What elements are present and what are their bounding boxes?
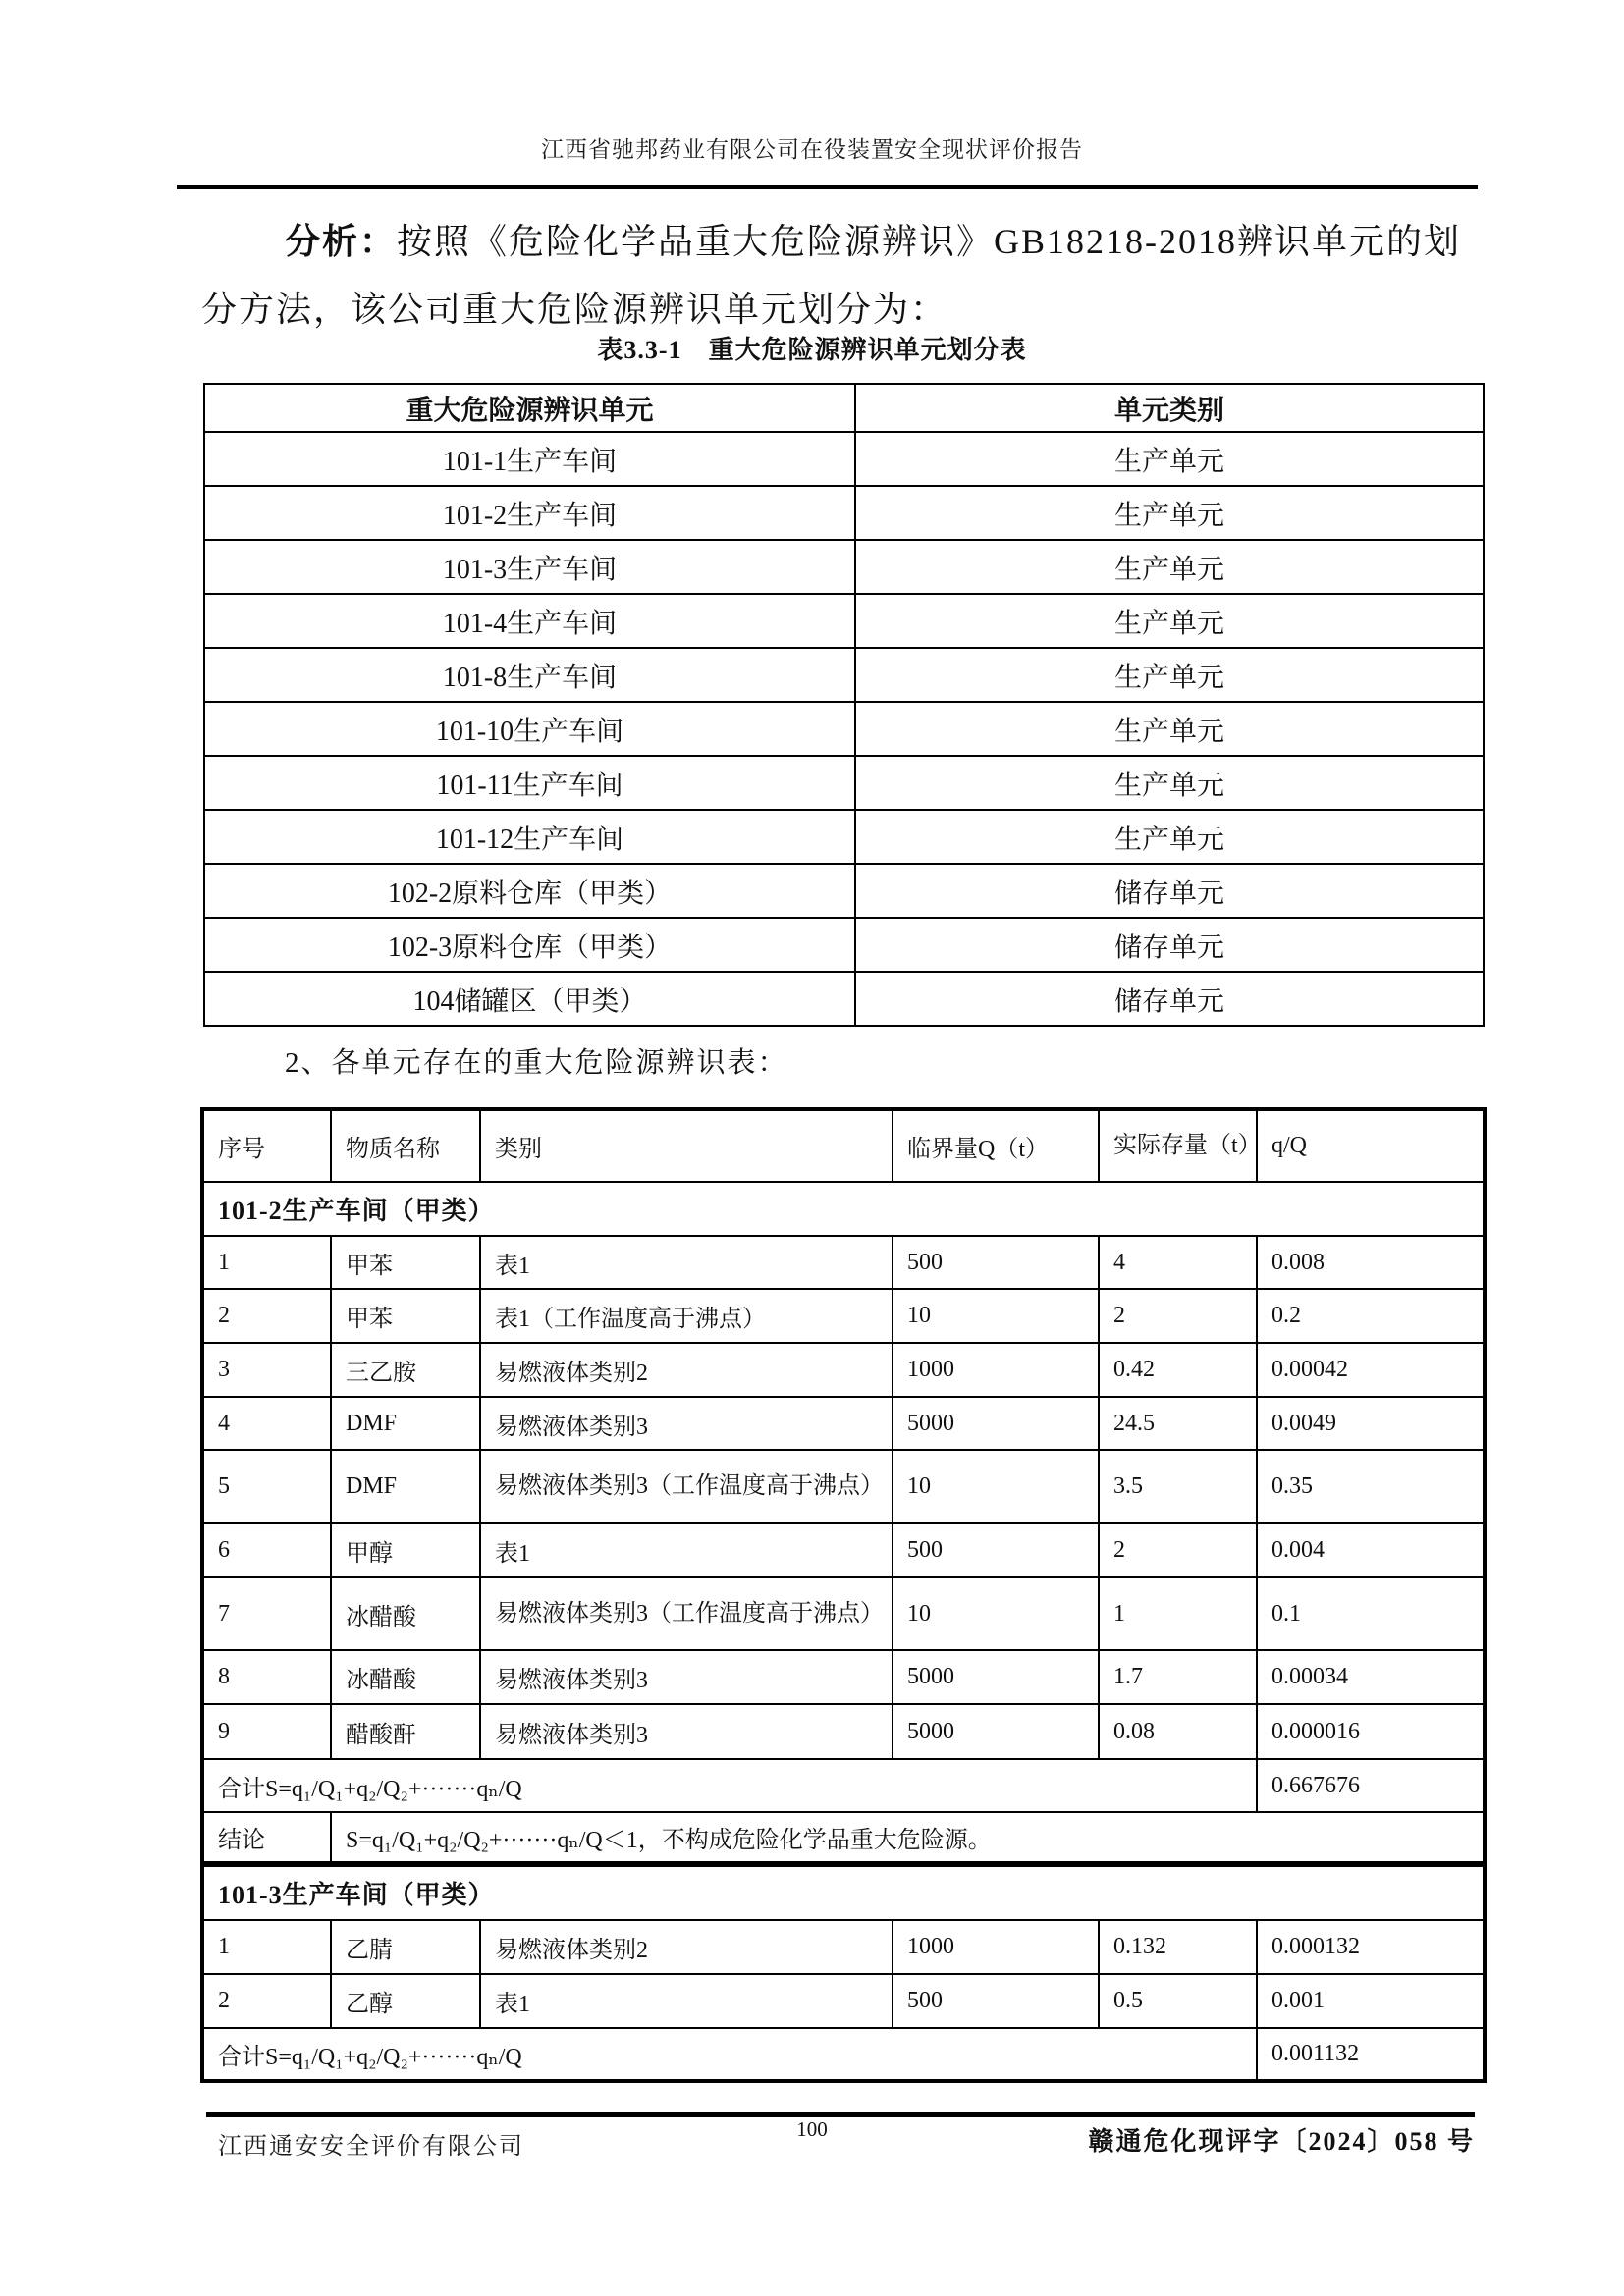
table-row bbox=[204, 486, 1484, 540]
substance-cell: 冰醋酸 bbox=[331, 1650, 480, 1704]
total-formula: 合计S=q₁/Q₁+q₂/Q₂+·······qₙ/Q bbox=[202, 2028, 1257, 2081]
table-row bbox=[202, 1236, 1485, 1289]
report-header-title: 江西省驰邦药业有限公司在役装置安全现状评价报告 bbox=[541, 137, 1083, 162]
qQ-cell: 0.001 bbox=[1257, 1974, 1485, 2028]
actual-qty-cell: 2 bbox=[1099, 1289, 1257, 1343]
conclusion-row bbox=[202, 1812, 1485, 1864]
qQ-cell: 0.00042 bbox=[1257, 1343, 1485, 1397]
actual-qty-cell: 1 bbox=[1099, 1577, 1257, 1650]
analysis-lead: 分析： bbox=[285, 222, 398, 261]
substance-cell: 冰醋酸 bbox=[331, 1577, 480, 1650]
table-row bbox=[204, 432, 1484, 486]
hazard-identification-table bbox=[200, 1107, 1487, 2083]
table-row bbox=[204, 918, 1484, 972]
critical-qty-cell: 5000 bbox=[893, 1397, 1099, 1450]
qQ-cell: 0.008 bbox=[1257, 1236, 1485, 1289]
section-title: 101-2生产车间（甲类） bbox=[202, 1182, 1485, 1236]
actual-qty-cell: 3.5 bbox=[1099, 1450, 1257, 1523]
substance-cell: 三乙胺 bbox=[331, 1343, 480, 1397]
unit-cell: 101-4生产车间 bbox=[204, 594, 855, 648]
category-cell: 易燃液体类别3（工作温度高于沸点） bbox=[480, 1450, 893, 1523]
category-cell: 生产单元 bbox=[855, 810, 1484, 864]
critical-qty-cell: 500 bbox=[893, 1974, 1099, 2028]
no-cell: 7 bbox=[202, 1577, 331, 1650]
unit-cell: 101-12生产车间 bbox=[204, 810, 855, 864]
no-cell: 1 bbox=[202, 1920, 331, 1974]
total-value: 0.001132 bbox=[1257, 2028, 1485, 2081]
table-row bbox=[204, 864, 1484, 918]
unit-division-table bbox=[203, 383, 1485, 1027]
category-cell: 易燃液体类别3 bbox=[480, 1397, 893, 1450]
critical-qty-cell: 10 bbox=[893, 1450, 1099, 1523]
analysis-paragraph-line2: 分方法，该公司重大危险源辨识单元划分为： bbox=[201, 290, 948, 329]
header-rule bbox=[177, 185, 1478, 189]
footer-doc-number: 赣通危化现评字〔2024〕058 号 bbox=[1088, 2127, 1475, 2156]
conclusion-text: S=q₁/Q₁+q₂/Q₂+·······qₙ/Q＜1，不构成危险化学品重大危险源。 bbox=[331, 1812, 1485, 1864]
table-row bbox=[204, 972, 1484, 1026]
no-cell: 2 bbox=[202, 1289, 331, 1343]
no-cell: 8 bbox=[202, 1650, 331, 1704]
actual-qty-cell: 0.42 bbox=[1099, 1343, 1257, 1397]
actual-qty-cell: 0.5 bbox=[1099, 1974, 1257, 2028]
t2-header-critical-qty: 临界量Q（t） bbox=[893, 1109, 1099, 1182]
qQ-cell: 0.2 bbox=[1257, 1289, 1485, 1343]
substance-cell: 醋酸酐 bbox=[331, 1704, 480, 1759]
actual-qty-cell: 1.7 bbox=[1099, 1650, 1257, 1704]
t2-header-substance: 物质名称 bbox=[331, 1109, 480, 1182]
total-row bbox=[202, 2028, 1485, 2081]
actual-qty-cell: 0.08 bbox=[1099, 1704, 1257, 1759]
substance-cell: 甲醇 bbox=[331, 1523, 480, 1577]
total-value: 0.667676 bbox=[1257, 1759, 1485, 1812]
category-cell: 生产单元 bbox=[855, 648, 1484, 702]
substance-cell: 乙腈 bbox=[331, 1920, 480, 1974]
category-cell: 易燃液体类别2 bbox=[480, 1920, 893, 1974]
table-row bbox=[202, 1450, 1485, 1523]
unit-cell: 102-3原料仓库（甲类） bbox=[204, 918, 855, 972]
category-cell: 表1 bbox=[480, 1974, 893, 2028]
category-cell: 生产单元 bbox=[855, 702, 1484, 756]
substance-cell: DMF bbox=[331, 1397, 480, 1450]
analysis-line1-text: 按照《危险化学品重大危险源辨识》GB18218-2018辨识单元的划 bbox=[397, 222, 1462, 261]
critical-qty-cell: 1000 bbox=[893, 1920, 1099, 1974]
category-cell: 生产单元 bbox=[855, 486, 1484, 540]
table-row bbox=[204, 702, 1484, 756]
substance-cell: 甲苯 bbox=[331, 1236, 480, 1289]
unit-cell: 104储罐区（甲类） bbox=[204, 972, 855, 1026]
no-cell: 6 bbox=[202, 1523, 331, 1577]
substance-cell: 甲苯 bbox=[331, 1289, 480, 1343]
actual-qty-cell: 24.5 bbox=[1099, 1397, 1257, 1450]
category-cell: 易燃液体类别3 bbox=[480, 1704, 893, 1759]
table-row bbox=[202, 1289, 1485, 1343]
qQ-cell: 0.00034 bbox=[1257, 1650, 1485, 1704]
critical-qty-cell: 500 bbox=[893, 1236, 1099, 1289]
category-cell: 储存单元 bbox=[855, 864, 1484, 918]
analysis-paragraph-line1 bbox=[285, 214, 1492, 264]
section-title-row bbox=[202, 1864, 1485, 1920]
qQ-cell: 0.0049 bbox=[1257, 1397, 1485, 1450]
unit-cell: 101-2生产车间 bbox=[204, 486, 855, 540]
total-formula: 合计S=q₁/Q₁+q₂/Q₂+·······qₙ/Q bbox=[202, 1759, 1257, 1812]
qQ-cell: 0.004 bbox=[1257, 1523, 1485, 1577]
unit-cell: 101-8生产车间 bbox=[204, 648, 855, 702]
critical-qty-cell: 5000 bbox=[893, 1650, 1099, 1704]
qQ-cell: 0.1 bbox=[1257, 1577, 1485, 1650]
table-row bbox=[202, 1577, 1485, 1650]
table-row bbox=[202, 1920, 1485, 1974]
category-cell: 易燃液体类别2 bbox=[480, 1343, 893, 1397]
category-cell: 储存单元 bbox=[855, 918, 1484, 972]
critical-qty-cell: 10 bbox=[893, 1577, 1099, 1650]
table-row bbox=[202, 1397, 1485, 1450]
table1-caption: 表3.3-1 重大危险源辨识单元划分表 bbox=[597, 336, 1027, 364]
footer-page-number: 100 bbox=[796, 2117, 828, 2141]
t2-header-no: 序号 bbox=[202, 1109, 331, 1182]
table-row bbox=[202, 1343, 1485, 1397]
no-cell: 2 bbox=[202, 1974, 331, 2028]
conclusion-label: 结论 bbox=[202, 1812, 331, 1864]
no-cell: 3 bbox=[202, 1343, 331, 1397]
qQ-cell: 0.000132 bbox=[1257, 1920, 1485, 1974]
unit-cell: 101-10生产车间 bbox=[204, 702, 855, 756]
critical-qty-cell: 10 bbox=[893, 1289, 1099, 1343]
no-cell: 5 bbox=[202, 1450, 331, 1523]
section-title: 101-3生产车间（甲类） bbox=[202, 1864, 1485, 1920]
t2-header-actual-qty: 实际存量（t） bbox=[1099, 1109, 1257, 1182]
table-row bbox=[202, 1974, 1485, 2028]
total-row bbox=[202, 1759, 1485, 1812]
actual-qty-cell: 0.132 bbox=[1099, 1920, 1257, 1974]
qQ-cell: 0.000016 bbox=[1257, 1704, 1485, 1759]
category-cell: 表1 bbox=[480, 1523, 893, 1577]
table-row bbox=[204, 756, 1484, 810]
table1-header-unit: 重大危险源辨识单元 bbox=[204, 384, 855, 432]
table-row bbox=[202, 1704, 1485, 1759]
table-row bbox=[204, 540, 1484, 594]
unit-cell: 101-1生产车间 bbox=[204, 432, 855, 486]
unit-cell: 101-3生产车间 bbox=[204, 540, 855, 594]
critical-qty-cell: 500 bbox=[893, 1523, 1099, 1577]
no-cell: 1 bbox=[202, 1236, 331, 1289]
actual-qty-cell: 4 bbox=[1099, 1236, 1257, 1289]
category-cell: 生产单元 bbox=[855, 594, 1484, 648]
category-cell: 表1（工作温度高于沸点） bbox=[480, 1289, 893, 1343]
critical-qty-cell: 5000 bbox=[893, 1704, 1099, 1759]
no-cell: 9 bbox=[202, 1704, 331, 1759]
critical-qty-cell: 1000 bbox=[893, 1343, 1099, 1397]
table-row bbox=[204, 648, 1484, 702]
category-cell: 生产单元 bbox=[855, 756, 1484, 810]
substance-cell: 乙醇 bbox=[331, 1974, 480, 2028]
table-row bbox=[204, 810, 1484, 864]
category-cell: 生产单元 bbox=[855, 432, 1484, 486]
no-cell: 4 bbox=[202, 1397, 331, 1450]
actual-qty-cell: 2 bbox=[1099, 1523, 1257, 1577]
category-cell: 易燃液体类别3 bbox=[480, 1650, 893, 1704]
substance-cell: DMF bbox=[331, 1450, 480, 1523]
section-title-row bbox=[202, 1182, 1485, 1236]
category-cell: 储存单元 bbox=[855, 972, 1484, 1026]
category-cell: 易燃液体类别3（工作温度高于沸点） bbox=[480, 1577, 893, 1650]
table-row bbox=[204, 594, 1484, 648]
table1-header-category: 单元类别 bbox=[855, 384, 1484, 432]
unit-cell: 102-2原料仓库（甲类） bbox=[204, 864, 855, 918]
table-header-row bbox=[204, 384, 1484, 432]
table-row bbox=[202, 1650, 1485, 1704]
category-cell: 生产单元 bbox=[855, 540, 1484, 594]
qQ-cell: 0.35 bbox=[1257, 1450, 1485, 1523]
table-row bbox=[202, 1523, 1485, 1577]
footer-company: 江西通安安全评价有限公司 bbox=[218, 2134, 524, 2160]
t2-header-qQ: q/Q bbox=[1257, 1109, 1485, 1182]
category-cell: 表1 bbox=[480, 1236, 893, 1289]
section2-heading: 2、各单元存在的重大危险源辨识表： bbox=[285, 1047, 788, 1079]
unit-cell: 101-11生产车间 bbox=[204, 756, 855, 810]
table-header-row bbox=[202, 1109, 1485, 1182]
t2-header-category: 类别 bbox=[480, 1109, 893, 1182]
